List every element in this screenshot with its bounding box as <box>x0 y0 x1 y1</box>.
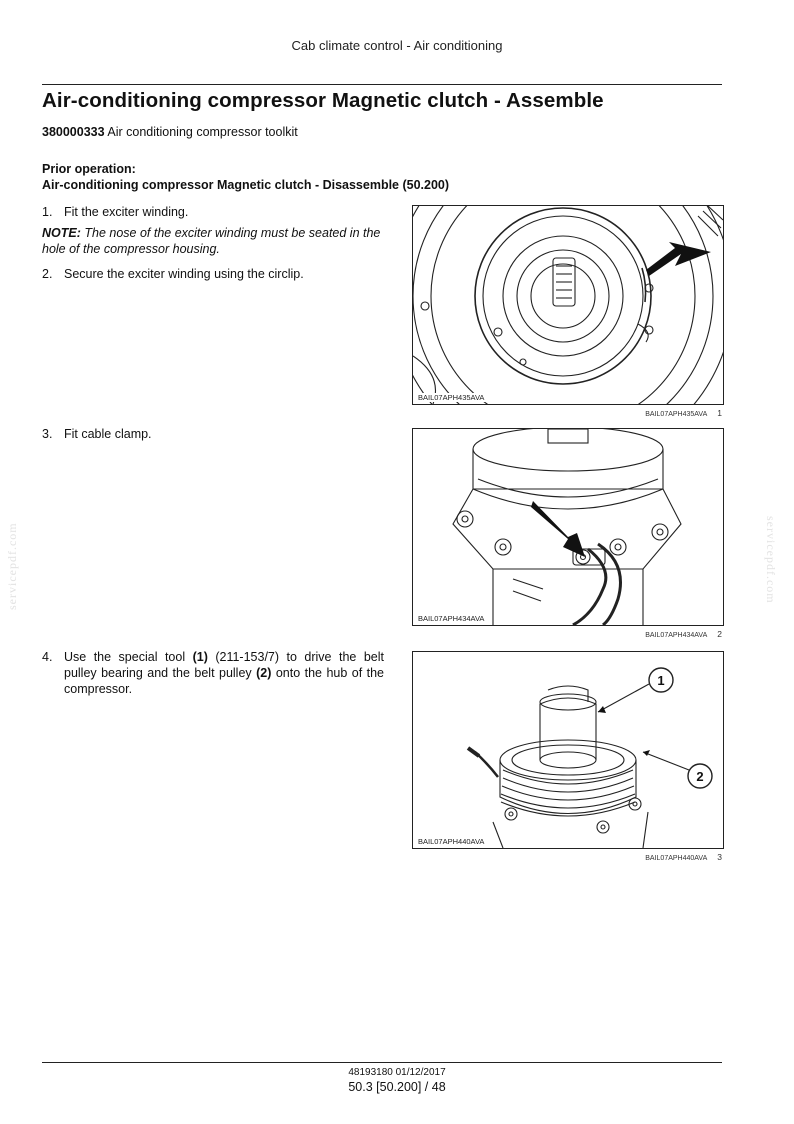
footer-doc-ref: 48193180 01/12/2017 <box>348 1067 446 1078</box>
toolkit-line <box>42 125 298 139</box>
pointer-arrow <box>646 242 711 276</box>
running-header: Cab climate control - Air conditioning <box>291 38 503 53</box>
footer-rule <box>42 1062 722 1063</box>
caption-code: BAIL07APH434AVA <box>645 632 708 639</box>
note-text: The nose of the exciter winding must be seated in the hole of the compressor housing. <box>42 226 381 256</box>
step-number: 3. <box>42 427 53 441</box>
step-text: Use the special tool (1) (211-153/7) to drive the belt pulley bearing and the belt pulley (2) onto the hub of the compressor. <box>64 650 384 696</box>
figure-code: BAIL07APH434AVA <box>418 614 485 623</box>
figure-2-caption <box>560 629 722 639</box>
toolkit-label: Air conditioning compressor toolkit <box>107 125 298 139</box>
step-4 <box>42 649 384 697</box>
figure-3-caption <box>560 852 722 862</box>
prior-operation <box>42 161 449 193</box>
step-number: 1. <box>42 205 53 219</box>
caption-code: BAIL07APH440AVA <box>645 855 708 862</box>
step-text: Secure the exciter winding using the circlip. <box>64 267 304 281</box>
callout-label-1: 1 <box>657 673 665 688</box>
caption-number: 3 <box>717 852 722 862</box>
step-number: 4. <box>42 650 53 664</box>
step-text: Fit cable clamp. <box>64 427 152 441</box>
belt-pulley-illustration <box>413 652 723 848</box>
header-rule <box>42 84 722 85</box>
toolkit-code: 380000333 <box>42 125 105 139</box>
caption-number: 2 <box>717 629 722 639</box>
caption-code: BAIL07APH435AVA <box>645 411 708 418</box>
caption-number: 1 <box>717 408 722 418</box>
step-2 <box>42 266 384 282</box>
note <box>42 226 384 257</box>
step-text: Fit the exciter winding. <box>64 205 189 219</box>
step-3 <box>42 426 384 442</box>
exciter-winding-illustration <box>413 206 723 404</box>
step-number: 2. <box>42 267 53 281</box>
figure-1 <box>412 205 724 405</box>
callout-ref-1: (1) <box>192 650 208 664</box>
pointer-arrow <box>531 501 585 557</box>
figure-3 <box>412 651 724 849</box>
cable-clamp-illustration <box>413 429 723 625</box>
prior-operation-link[interactable]: Air-conditioning compressor Magnetic clutch - Disassemble (50.200) <box>42 178 450 192</box>
figure-1-caption <box>560 408 722 418</box>
figure-2 <box>412 428 724 626</box>
figure-code: BAIL07APH435AVA <box>418 393 485 402</box>
note-label: NOTE: <box>42 226 81 240</box>
prior-operation-label: Prior operation: <box>42 162 136 176</box>
callout-ref-2: (2) <box>256 666 272 680</box>
callout-label-2: 2 <box>696 769 704 784</box>
footer-page-number: 50.3 [50.200] / 48 <box>348 1080 446 1094</box>
watermark-right: servicepdf.com <box>764 516 778 604</box>
figure-code: BAIL07APH440AVA <box>418 837 485 846</box>
watermark-left: servicepdf.com <box>5 522 19 610</box>
page-title: Air-conditioning compressor Magnetic clutch - Assemble <box>42 89 604 112</box>
step-1 <box>42 204 384 220</box>
